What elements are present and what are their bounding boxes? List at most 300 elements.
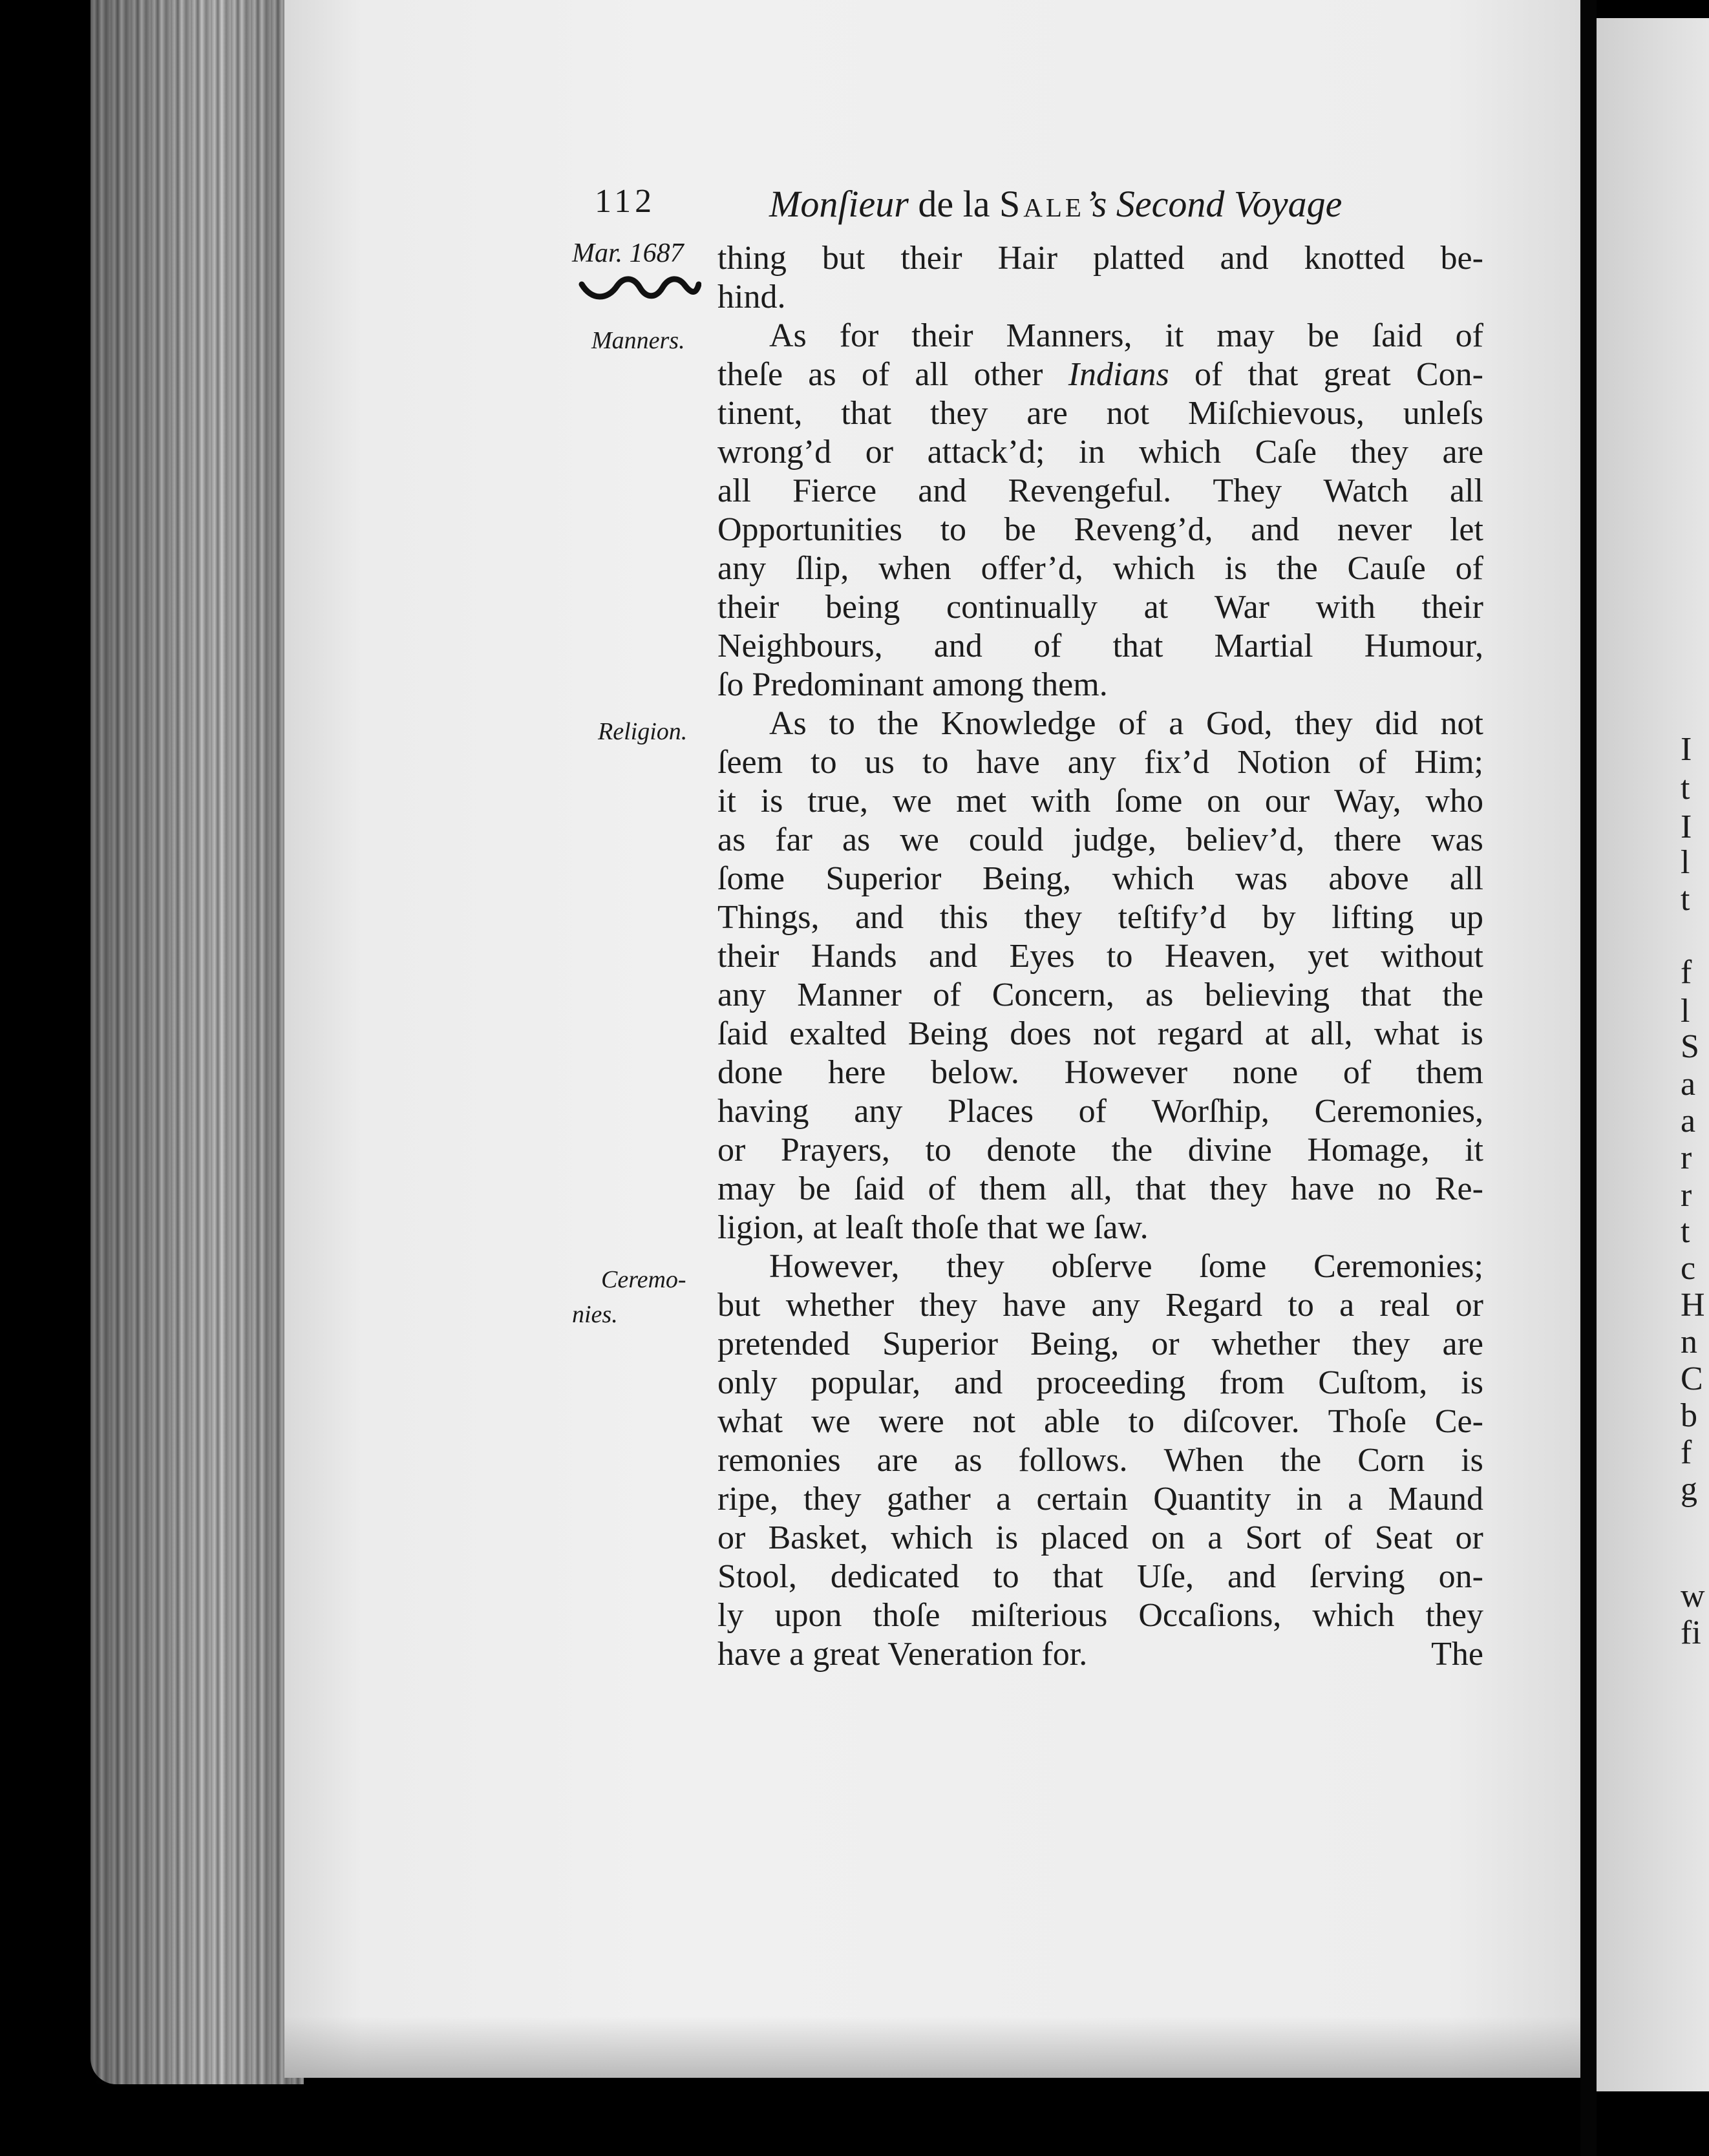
text-line <box>717 1325 1483 1364</box>
word: of <box>1358 744 1386 781</box>
facing-fragment: t <box>1681 1213 1690 1250</box>
word: not <box>1106 395 1150 432</box>
word: that <box>841 395 892 432</box>
word: here <box>827 1054 886 1091</box>
word: could <box>968 821 1044 858</box>
word: them <box>979 1170 1047 1207</box>
facing-fragment: t <box>1681 881 1690 918</box>
title-plain: de la <box>908 183 999 225</box>
word: of <box>1343 1054 1372 1091</box>
word: Manner <box>797 977 902 1013</box>
word: Hair <box>997 240 1058 277</box>
word: Ceremonies, <box>1314 1093 1483 1130</box>
word: miſterious <box>971 1597 1108 1634</box>
word: ſaid <box>1372 317 1423 354</box>
word: any <box>717 550 767 587</box>
word: it <box>1165 317 1184 354</box>
word: that <box>1135 1170 1186 1207</box>
title-smallcaps: Sale <box>999 183 1085 225</box>
word: and <box>918 472 967 509</box>
word: pretended <box>717 1326 851 1362</box>
word: only <box>717 1364 778 1401</box>
text-line <box>717 317 1483 355</box>
word: by <box>1262 899 1296 936</box>
word: with <box>1031 783 1091 819</box>
word: and <box>954 1364 1003 1401</box>
word: let <box>1449 511 1483 548</box>
word: that <box>1361 977 1412 1013</box>
word: all <box>717 472 751 509</box>
word: Superior <box>882 1326 999 1362</box>
word: of <box>861 356 890 393</box>
text-line <box>717 1209 1483 1247</box>
word: as <box>1145 977 1174 1013</box>
word: ſaid <box>854 1170 905 1207</box>
word: was <box>1431 821 1483 858</box>
word: Hands <box>811 938 897 975</box>
word: unleſs <box>1403 395 1483 432</box>
word: proceeding <box>1036 1364 1186 1401</box>
word: or <box>1455 1519 1483 1556</box>
word: or <box>717 1519 746 1556</box>
word: When <box>1163 1442 1244 1479</box>
book-gutter <box>1580 0 1597 2156</box>
facing-fragment: fi <box>1681 1614 1701 1651</box>
word: Places <box>948 1093 1034 1130</box>
word: which <box>1139 434 1222 470</box>
text-line <box>717 1635 1483 1674</box>
line-text: hind. <box>717 279 786 315</box>
word: who <box>1425 783 1483 819</box>
word: they <box>1425 1597 1483 1634</box>
word: which <box>891 1519 973 1556</box>
word: never <box>1337 511 1412 548</box>
word: knotted <box>1304 240 1405 277</box>
word: on- <box>1438 1558 1483 1595</box>
word: they <box>946 1248 1004 1285</box>
word: Ceremonies; <box>1313 1248 1483 1285</box>
text-line <box>717 937 1483 976</box>
word: of <box>1078 1093 1107 1130</box>
word: up <box>1450 899 1483 936</box>
word: was <box>1235 860 1288 897</box>
text-line <box>717 976 1483 1015</box>
title-italic-2: ’s Second Voyage <box>1084 183 1343 225</box>
word: diſcover. <box>1183 1403 1300 1440</box>
word: no <box>1377 1170 1412 1207</box>
word: Reveng’d, <box>1074 511 1213 548</box>
word: none <box>1233 1054 1299 1091</box>
text-line <box>717 511 1483 549</box>
word: be <box>1307 317 1339 354</box>
word: divine <box>1187 1132 1272 1168</box>
word: ly <box>717 1597 744 1634</box>
word: popular, <box>811 1364 921 1401</box>
word: not <box>972 1403 1016 1440</box>
text-line <box>717 743 1483 782</box>
running-title <box>769 182 1342 226</box>
text-line <box>717 239 1483 278</box>
text-line <box>717 898 1483 937</box>
word: any <box>717 977 767 1013</box>
word: which <box>1112 860 1194 897</box>
word: God, <box>1205 705 1273 742</box>
word: on <box>1151 1519 1185 1556</box>
word: is <box>760 783 783 819</box>
word: exalted <box>789 1015 887 1052</box>
word: ſaid <box>717 1015 768 1052</box>
word: However, <box>769 1248 900 1285</box>
word: Watch <box>1323 472 1408 509</box>
line-text: ligion, at leaſt thoſe that we ſaw. <box>717 1209 1149 1246</box>
word: fix’d <box>1143 744 1210 781</box>
word: ſlip, <box>795 550 849 587</box>
facing-fragment: H <box>1681 1287 1705 1324</box>
text-line <box>717 1558 1483 1596</box>
word: War <box>1214 589 1269 626</box>
margin-note-ceremonies-1: Ceremo- <box>601 1266 686 1293</box>
word: to <box>993 1558 1019 1595</box>
word: have <box>976 744 1040 781</box>
word: as <box>717 821 746 858</box>
word: did <box>1375 705 1418 742</box>
word: or <box>865 434 894 470</box>
text-line <box>717 627 1483 666</box>
text-line <box>717 1364 1483 1402</box>
word: be <box>1004 511 1036 548</box>
word: and <box>929 938 978 975</box>
word: Being, <box>1030 1326 1120 1362</box>
word: all <box>1449 860 1483 897</box>
word: it <box>717 783 736 819</box>
word: their <box>900 240 962 277</box>
word: not <box>1092 1015 1136 1052</box>
word: below. <box>931 1054 1019 1091</box>
main-text-block <box>717 239 1483 1674</box>
word: and <box>933 628 982 664</box>
word: a <box>1207 1519 1223 1556</box>
word: the <box>1442 977 1483 1013</box>
word: Manners, <box>1006 317 1132 354</box>
word: Martial <box>1214 628 1313 664</box>
word: remonies <box>717 1442 841 1479</box>
word: may <box>717 1170 776 1207</box>
word: Cuſtom, <box>1318 1364 1428 1401</box>
word: Caſe <box>1255 434 1317 470</box>
word: and <box>1220 240 1269 277</box>
text-line <box>717 704 1483 743</box>
word: believ’d, <box>1185 821 1305 858</box>
page-edge-shading <box>90 0 304 2084</box>
word: Being <box>908 1015 988 1052</box>
word: their <box>717 589 780 626</box>
word: Occaſions, <box>1138 1597 1282 1634</box>
text-line <box>717 355 1483 394</box>
word: lifting <box>1332 899 1414 936</box>
word: the <box>877 705 919 742</box>
facing-fragment: r <box>1681 1139 1692 1176</box>
word: whether <box>1211 1326 1321 1362</box>
margin-note-religion: Religion. <box>598 718 688 745</box>
word: being <box>825 589 900 626</box>
word: we <box>892 783 932 819</box>
word: which <box>1312 1597 1395 1634</box>
word: not <box>1440 705 1483 742</box>
text-line <box>717 472 1483 511</box>
line-text: ſo Predominant among them. <box>717 666 1108 703</box>
word: to <box>922 744 949 781</box>
facing-fragment: g <box>1681 1471 1697 1508</box>
word: or <box>717 1132 746 1168</box>
facing-fragment: f <box>1681 954 1692 991</box>
word: However <box>1064 1054 1188 1091</box>
word: of <box>1033 628 1062 664</box>
word: to <box>1128 1403 1155 1440</box>
running-header <box>595 182 1493 234</box>
word: thing <box>717 240 787 277</box>
text-line <box>717 1015 1483 1053</box>
word: that <box>1112 628 1163 664</box>
word: all, <box>1070 1170 1112 1207</box>
word: Knowledge <box>940 705 1096 742</box>
word: they <box>1209 1170 1268 1207</box>
word: a <box>1339 1287 1355 1324</box>
word: are <box>1442 1326 1483 1362</box>
word: of <box>928 1170 956 1207</box>
word: were <box>878 1403 944 1440</box>
word: which <box>1112 550 1195 587</box>
facing-fragment: r <box>1681 1177 1692 1214</box>
word: Re- <box>1434 1170 1483 1207</box>
word: ſerving <box>1310 1558 1405 1595</box>
word: but <box>717 1287 761 1324</box>
word: to <box>940 511 967 548</box>
word: of <box>1455 317 1483 354</box>
text-line <box>717 394 1483 433</box>
word: when <box>878 550 951 587</box>
word: As <box>769 317 807 354</box>
word: a <box>1169 705 1184 742</box>
facing-fragment: C <box>1681 1360 1703 1397</box>
word: they <box>1352 1326 1410 1362</box>
word: Fierce <box>792 472 877 509</box>
text-line <box>717 1596 1483 1635</box>
facing-fragment: I <box>1681 731 1692 768</box>
facing-fragment: l <box>1681 993 1690 1030</box>
word: the <box>1111 1132 1153 1168</box>
word: they <box>1024 899 1082 936</box>
text-line <box>717 860 1483 898</box>
text-line <box>717 1053 1483 1092</box>
word: at <box>1143 589 1169 626</box>
word: above <box>1328 860 1409 897</box>
word: they <box>1295 705 1353 742</box>
word: what <box>717 1403 783 1440</box>
word: other <box>973 356 1043 393</box>
word: ſeem <box>717 744 783 781</box>
word: ſome <box>1115 783 1183 819</box>
word: is <box>995 1519 1019 1556</box>
word: Way, <box>1334 783 1401 819</box>
text-line <box>717 1170 1483 1209</box>
word: Homage, <box>1307 1132 1430 1168</box>
word: to <box>811 744 837 781</box>
text-line <box>717 782 1483 821</box>
word: thoſe <box>873 1597 940 1634</box>
word: any <box>1091 1287 1140 1324</box>
text-line <box>717 1519 1483 1558</box>
text-line <box>717 1480 1483 1519</box>
word: theſe <box>717 356 783 393</box>
word: obſerve <box>1051 1248 1152 1285</box>
word: and <box>1251 511 1300 548</box>
word: any <box>854 1093 903 1130</box>
word: they <box>930 395 988 432</box>
word: ripe, <box>717 1481 778 1517</box>
word: of <box>1455 550 1483 587</box>
word: real <box>1379 1287 1430 1324</box>
word: at <box>1264 1015 1290 1052</box>
word: that <box>1052 1558 1103 1595</box>
margin-note-ceremonies-2: nies. <box>572 1301 618 1328</box>
word: are <box>876 1442 918 1479</box>
facing-fragment: a <box>1681 1066 1696 1103</box>
text-line <box>717 666 1483 704</box>
line-text: have a great Veneration for. <box>717 1636 1088 1673</box>
word: Opportunities <box>717 511 902 548</box>
word: on <box>1207 783 1241 819</box>
text-line <box>717 1441 1483 1480</box>
word: to <box>1288 1287 1314 1324</box>
swash-ornament-icon <box>579 271 701 304</box>
title-italic-1: Monſieur <box>769 183 909 225</box>
word: our <box>1264 783 1310 819</box>
word: ſome <box>1199 1248 1267 1285</box>
word: of <box>1194 356 1223 393</box>
text-line <box>717 278 1483 317</box>
word: all <box>915 356 949 393</box>
text-line <box>717 1131 1483 1170</box>
facing-fragment: c <box>1681 1250 1696 1287</box>
word: them <box>1416 1054 1483 1091</box>
word: and <box>1227 1558 1277 1595</box>
word: Humour, <box>1364 628 1483 664</box>
word: dedicated <box>830 1558 960 1595</box>
word: placed <box>1041 1519 1129 1556</box>
word: having <box>717 1093 809 1130</box>
word: able <box>1044 1403 1100 1440</box>
word: Cauſe <box>1347 550 1426 587</box>
facing-fragment: n <box>1681 1324 1697 1360</box>
word: to <box>925 1132 951 1168</box>
word: Things, <box>717 899 820 936</box>
text-line <box>717 549 1483 588</box>
word: be <box>798 1170 831 1207</box>
word: wrong’d <box>717 434 832 470</box>
word: yet <box>1308 938 1349 975</box>
word: Neighbours, <box>717 628 883 664</box>
word: Him; <box>1414 744 1483 781</box>
text-line <box>717 1402 1483 1441</box>
word: gather <box>886 1481 971 1517</box>
facing-fragment: S <box>1681 1028 1699 1065</box>
word: they <box>1350 434 1408 470</box>
word: Prayers, <box>780 1132 890 1168</box>
word: whether <box>785 1287 895 1324</box>
word: they <box>919 1287 977 1324</box>
word: Regard <box>1165 1287 1263 1324</box>
word: a <box>1348 1481 1363 1517</box>
text-line <box>717 821 1483 860</box>
word: be- <box>1440 240 1483 277</box>
word: but <box>822 240 865 277</box>
word: Being, <box>982 860 1072 897</box>
word: with <box>1315 589 1376 626</box>
facing-fragment: t <box>1681 770 1690 807</box>
word: for <box>839 317 879 354</box>
word: Stool, <box>717 1558 797 1595</box>
word: without <box>1381 938 1483 975</box>
word: are <box>1026 395 1068 432</box>
word: does <box>1010 1015 1072 1052</box>
word: a <box>996 1481 1012 1517</box>
word: this <box>939 899 988 936</box>
word: Concern, <box>992 977 1114 1013</box>
text-line <box>717 1247 1483 1286</box>
word: Uſe, <box>1136 1558 1194 1595</box>
word: all, <box>1310 1015 1353 1052</box>
margin-note-manners: Manners. <box>591 327 685 354</box>
facing-fragment: l <box>1681 844 1690 881</box>
word: As <box>769 705 807 742</box>
word: of <box>933 977 961 1013</box>
facing-fragment: b <box>1681 1397 1697 1434</box>
word: have <box>1291 1170 1355 1207</box>
word: that <box>1247 356 1299 393</box>
word: done <box>717 1054 783 1091</box>
word: Con- <box>1416 356 1483 393</box>
word: far <box>775 821 812 858</box>
word: Notion <box>1237 744 1331 781</box>
word: their <box>911 317 973 354</box>
word: the <box>1277 550 1318 587</box>
facing-fragment: a <box>1681 1103 1696 1139</box>
catchword: The <box>1431 1636 1483 1673</box>
word: Seat <box>1374 1519 1433 1556</box>
word: Superior <box>825 860 942 897</box>
word: or <box>1455 1287 1483 1324</box>
word: is <box>1461 1364 1483 1401</box>
word: it <box>1465 1132 1483 1168</box>
text-line <box>717 1286 1483 1325</box>
word: their <box>717 938 780 975</box>
word: there <box>1334 821 1402 858</box>
word: as <box>954 1442 982 1479</box>
word: Basket, <box>768 1519 869 1556</box>
word: teſtify’d <box>1118 899 1227 936</box>
facing-fragment: w <box>1681 1578 1705 1614</box>
word: regard <box>1157 1015 1244 1052</box>
word: Miſchievous, <box>1187 395 1364 432</box>
facing-fragment: f <box>1681 1434 1692 1471</box>
word: Indians <box>1068 356 1169 393</box>
word: Sort <box>1245 1519 1302 1556</box>
facing-fragment: I <box>1681 808 1692 845</box>
word: continually <box>946 589 1098 626</box>
word: Eyes <box>1009 938 1075 975</box>
word: true, <box>807 783 869 819</box>
word: is <box>1461 1442 1483 1479</box>
